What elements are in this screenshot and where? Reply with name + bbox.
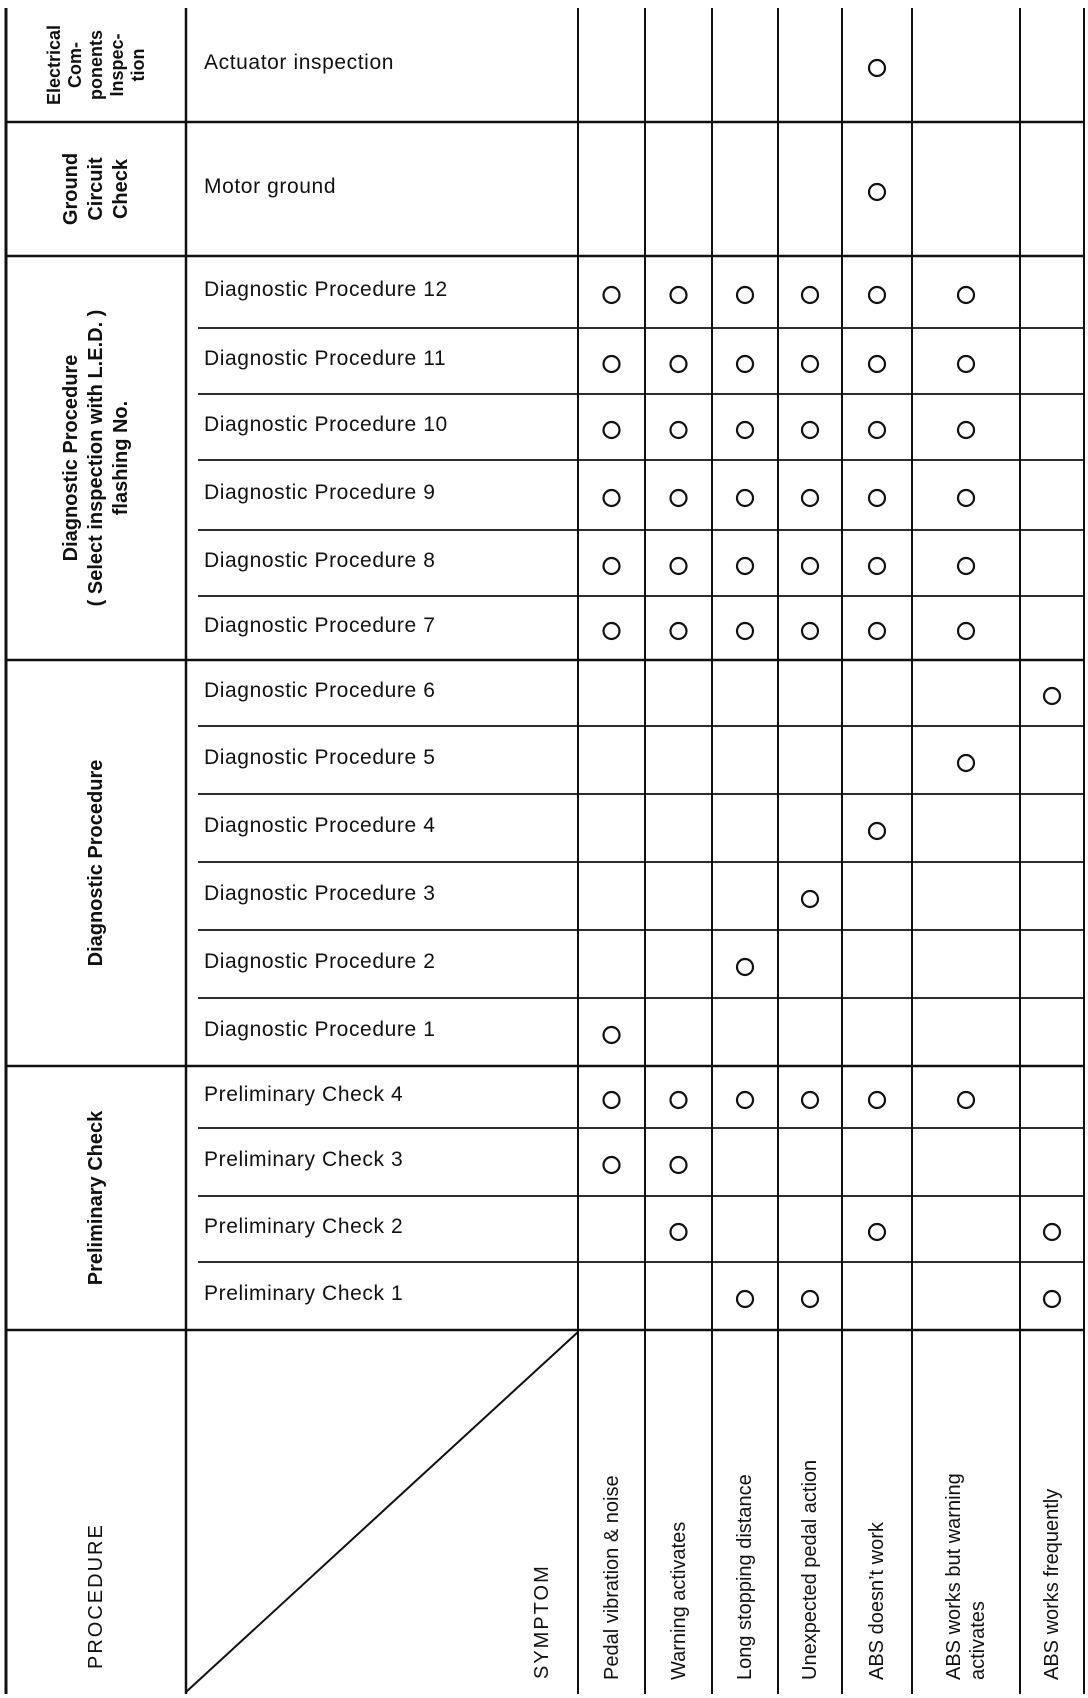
symptom-label: ABS works but warning	[943, 1473, 965, 1680]
check-mark-circle	[671, 287, 687, 303]
check-mark-circle	[737, 422, 753, 438]
group-label-line: Check	[109, 158, 132, 220]
check-mark-circle	[737, 623, 753, 639]
check-mark-circle	[1044, 688, 1060, 704]
group-label-line: ( Select inspection with L.E.D. )	[84, 309, 107, 607]
check-mark-circle	[604, 1027, 620, 1043]
group-label-line: flashing No.	[109, 400, 132, 516]
row-label: Diagnostic Procedure 5	[204, 746, 436, 769]
symptom-label: ABS works frequently	[1041, 1488, 1063, 1680]
check-mark-circle	[671, 356, 687, 372]
check-mark-circle	[737, 490, 753, 506]
check-mark-circle	[958, 1092, 974, 1108]
check-mark-circle	[671, 1224, 687, 1240]
group-label-line: tion	[127, 48, 148, 82]
check-mark-circle	[671, 1092, 687, 1108]
check-mark-circle	[737, 1291, 753, 1307]
symptom-label: Long stopping distance	[734, 1474, 756, 1680]
check-mark-circle	[671, 1157, 687, 1173]
procedure-header: PROCEDURE	[85, 1523, 107, 1669]
group-electrical-components-inspection	[9, 11, 183, 119]
check-mark-circle	[737, 558, 753, 574]
check-mark-circle	[604, 490, 620, 506]
check-mark-circle	[869, 1092, 885, 1108]
row-label: Preliminary Check 1	[204, 1282, 404, 1305]
check-mark-circle	[869, 823, 885, 839]
group-diagnostic-procedure	[9, 663, 183, 1063]
row-label: Diagnostic Procedure 1	[204, 1018, 436, 1041]
row-label: Diagnostic Procedure 6	[204, 679, 436, 702]
check-mark-circle	[869, 623, 885, 639]
row-label: Diagnostic Procedure 9	[204, 481, 436, 504]
check-mark-circle	[737, 959, 753, 975]
symptom-label: ABS doesn’t work	[866, 1522, 888, 1680]
check-mark-circle	[869, 422, 885, 438]
row-label: Diagnostic Procedure 11	[204, 347, 447, 370]
check-mark-circle	[802, 356, 818, 372]
check-mark-circle	[604, 287, 620, 303]
symptom-label: Warning activates	[667, 1521, 690, 1680]
check-mark-circle	[958, 287, 974, 303]
row-label: Diagnostic Procedure 10	[204, 413, 448, 436]
group-label-line: ponents	[85, 30, 106, 100]
check-mark-circle	[604, 356, 620, 372]
row-label: Preliminary Check 2	[204, 1215, 404, 1238]
group-label-line: Diagnostic Procedure	[84, 759, 107, 967]
symptom-label: Pedal vibration & noise	[600, 1475, 623, 1680]
row-label: Diagnostic Procedure 7	[204, 614, 436, 637]
check-mark-circle	[958, 356, 974, 372]
symptom-label: Unexpected pedal action	[799, 1459, 821, 1680]
check-mark-circle	[737, 1092, 753, 1108]
row-label: Actuator inspection	[204, 51, 395, 74]
row-label: Diagnostic Procedure 12	[204, 278, 448, 301]
check-mark-circle	[604, 623, 620, 639]
check-mark-circle	[671, 558, 687, 574]
row-label: Preliminary Check 3	[204, 1148, 404, 1171]
check-mark-circle	[958, 490, 974, 506]
check-mark-circle	[958, 558, 974, 574]
symptom-label: activates	[967, 1601, 989, 1680]
check-mark-circle	[1044, 1224, 1060, 1240]
group-label-line: Inspec-	[106, 33, 127, 97]
check-mark-circle	[604, 558, 620, 574]
check-mark-circle	[737, 287, 753, 303]
check-mark-circle	[737, 356, 753, 372]
group-diagnostic-procedure-led	[9, 259, 183, 657]
check-mark-circle	[604, 422, 620, 438]
group-label-line: Circuit	[84, 157, 107, 221]
check-mark-circle	[802, 422, 818, 438]
check-mark-circle	[958, 755, 974, 771]
check-mark-circle	[802, 558, 818, 574]
check-mark-circle	[604, 1157, 620, 1173]
check-mark-circle	[802, 287, 818, 303]
row-label: Diagnostic Procedure 4	[204, 814, 436, 837]
row-label: Diagnostic Procedure 3	[204, 882, 436, 905]
row-label: Motor ground	[204, 175, 337, 198]
row-label: Diagnostic Procedure 8	[204, 549, 436, 572]
check-mark-circle	[869, 558, 885, 574]
symptom-header: SYMPTOM	[531, 1564, 553, 1679]
check-mark-circle	[802, 891, 818, 907]
check-mark-circle	[869, 184, 885, 200]
group-label-line: Diagnostic Procedure	[59, 354, 82, 562]
check-mark-circle	[802, 490, 818, 506]
check-mark-circle	[1044, 1291, 1060, 1307]
check-mark-circle	[671, 422, 687, 438]
group-label-line: Com-	[64, 42, 85, 88]
row-label: Diagnostic Procedure 2	[204, 950, 436, 973]
check-mark-circle	[869, 356, 885, 372]
row-label: Preliminary Check 4	[204, 1083, 404, 1106]
group-preliminary-check	[9, 1069, 183, 1327]
check-mark-circle	[869, 490, 885, 506]
check-mark-circle	[869, 287, 885, 303]
check-mark-circle	[671, 490, 687, 506]
group-label-line: Electrical	[43, 24, 64, 106]
check-mark-circle	[802, 623, 818, 639]
check-mark-circle	[604, 1092, 620, 1108]
check-mark-circle	[671, 623, 687, 639]
group-label-line: Preliminary Check	[84, 1110, 107, 1286]
header-diagonal	[186, 1332, 578, 1692]
check-mark-circle	[958, 623, 974, 639]
check-mark-circle	[869, 60, 885, 76]
check-mark-circle	[802, 1291, 818, 1307]
check-mark-circle	[869, 1224, 885, 1240]
group-ground-circuit-check	[9, 125, 183, 253]
check-mark-circle	[802, 1092, 818, 1108]
group-label-line: Ground	[59, 152, 82, 226]
check-mark-circle	[958, 422, 974, 438]
